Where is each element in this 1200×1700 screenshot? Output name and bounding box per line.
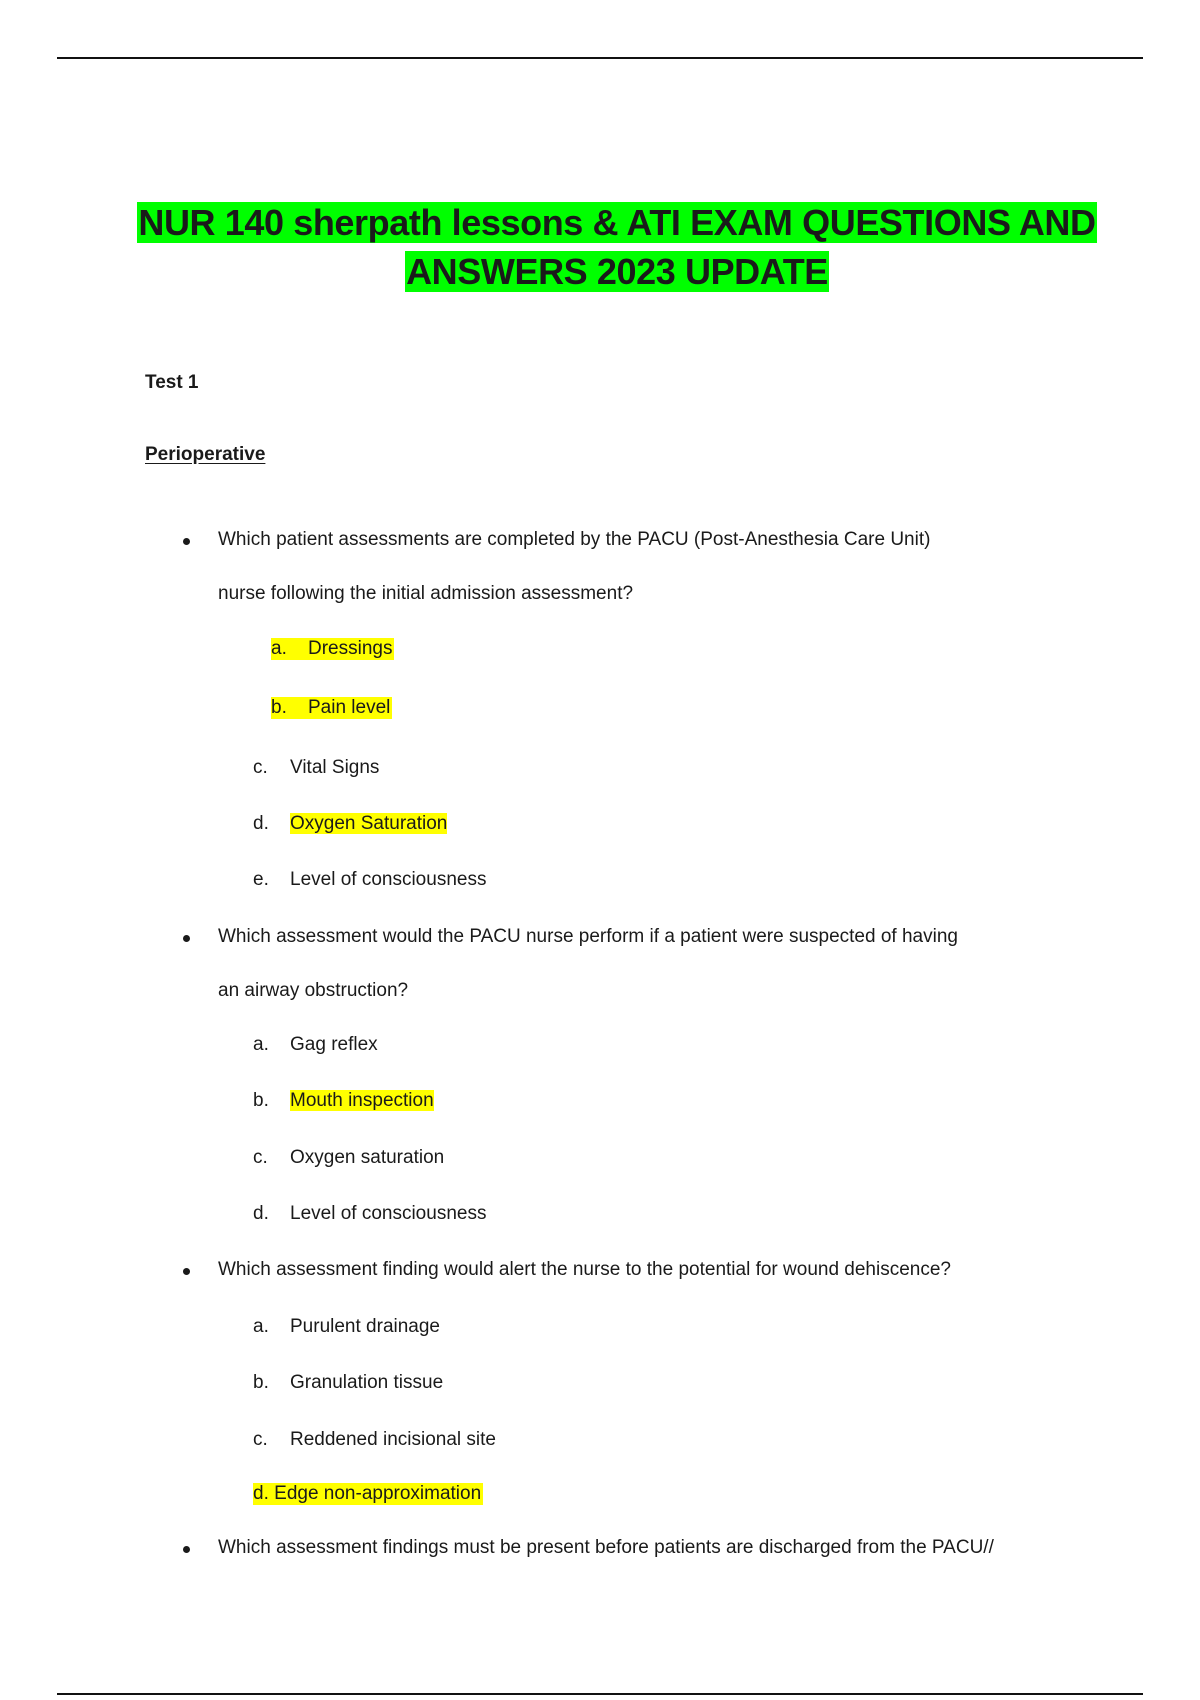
test-label: Test 1 [145,372,199,393]
document-title [0,198,1200,296]
answer-option: a. Purulent drainage [253,1316,440,1337]
title-line-1: NUR 140 sherpath lessons & ATI EXAM QUESTIONS AND [138,202,1096,243]
footer-rule [57,1693,1143,1695]
answer-highlight: Mouth inspection [290,1090,434,1111]
answer-option: c. Reddened incisional site [253,1429,496,1450]
bullet-icon [183,538,190,545]
question-text: nurse following the initial admission assessment? [218,583,634,604]
answer-option: b. Granulation tissue [253,1372,444,1393]
answer-option: d. Level of consciousness [253,1203,487,1224]
answer-option: d. Oxygen Saturation [253,813,448,834]
bullet-icon [183,1546,190,1553]
header-rule [57,57,1143,59]
answer-option: c. Vital Signs [253,757,380,778]
answer-option: b. Mouth inspection [253,1090,434,1111]
question-text: Which assessment would the PACU nurse perform if a patient were suspected of having [218,926,958,947]
answer-highlight: Oxygen Saturation [290,813,448,834]
title-line-2: ANSWERS 2023 UPDATE [406,251,828,292]
bullet-icon [183,1268,190,1275]
answer-option: e. Level of consciousness [253,869,487,890]
answer-option: c. Oxygen saturation [253,1147,445,1168]
answer-option-highlighted: d. Edge non-approximation [253,1483,482,1504]
answer-option: a. Gag reflex [253,1034,378,1055]
answer-option-highlighted: a. Dressings [271,638,393,659]
question-text: an airway obstruction? [218,980,409,1001]
answer-option-highlighted: b. Pain level [271,697,391,718]
question-text: Which assessment finding would alert the nurse to the potential for wound dehiscence? [218,1259,951,1280]
question-text: Which assessment findings must be present before patients are discharged from the PACU// [218,1537,994,1558]
bullet-icon [183,935,190,942]
section-heading: Perioperative [145,444,266,465]
question-text: Which patient assessments are completed by the PACU (Post-Anesthesia Care Unit) [218,529,931,550]
